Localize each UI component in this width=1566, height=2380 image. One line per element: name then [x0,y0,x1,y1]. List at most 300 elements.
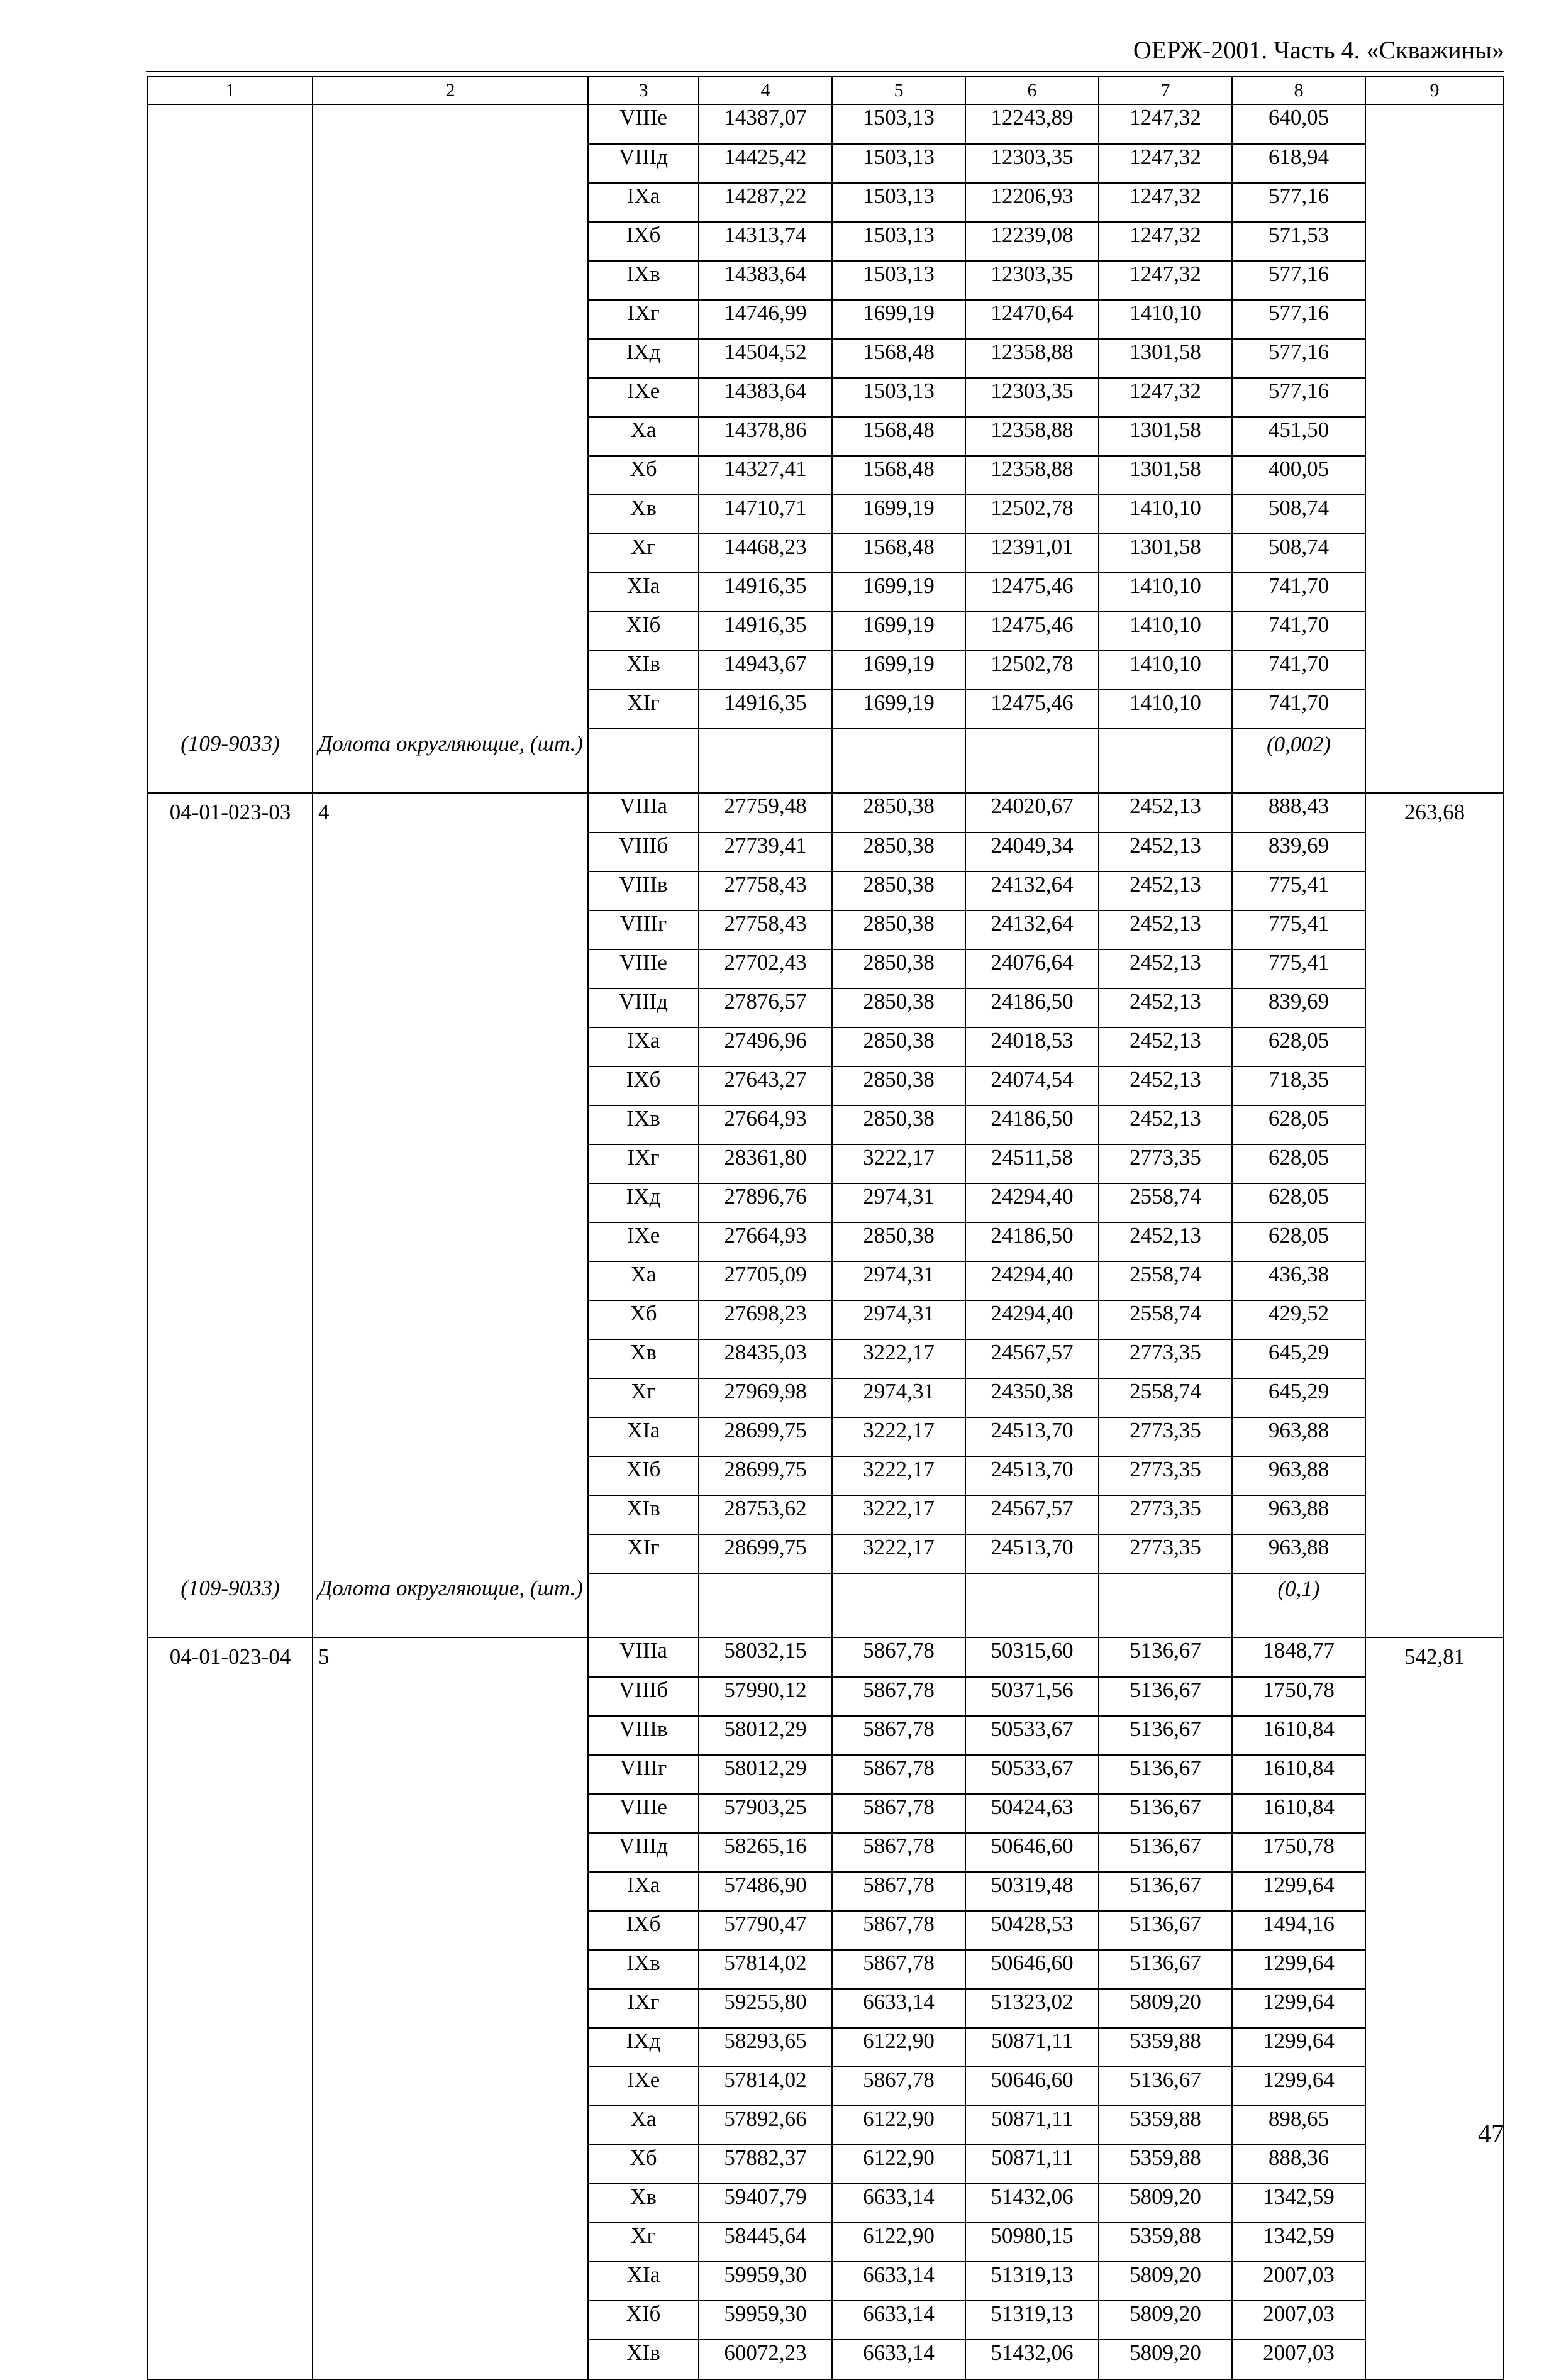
column-4-total-cost: 59255,80 [699,1989,832,2028]
column-6-machine-operation: 50533,67 [965,1755,1099,1794]
rate-code-cell [148,300,313,339]
column-5-labor-wages: 6122,90 [832,2106,965,2145]
column-6-machine-operation: 50871,11 [965,2106,1099,2145]
column-7-driver-wages: 2452,13 [1099,1066,1232,1105]
rate-code-cell [148,2301,313,2340]
rate-name-cell [313,2106,588,2145]
column-4-total-cost: 14468,23 [699,534,832,573]
table-row [148,612,1504,651]
table-row [148,2184,1504,2223]
column-7-driver-wages: 5136,67 [1099,1794,1232,1833]
column-4-total-cost: 14287,22 [699,183,832,222]
column-4-total-cost: 58012,29 [699,1716,832,1755]
column-7-driver-wages: 2452,13 [1099,1027,1232,1066]
column-8-materials: 718,35 [1232,1066,1365,1105]
column-9-cell [1365,2262,1504,2301]
column-3-zone: Xб [588,2145,699,2184]
column-5-labor-wages: 2850,38 [832,949,965,988]
column-3-zone: VIIIд [588,1833,699,1872]
column-4-total-cost: 27664,93 [699,1105,832,1144]
column-7-driver-wages: 5359,88 [1099,2223,1232,2262]
column-3-zone: Xа [588,2106,699,2145]
column-6-machine-operation: 50871,11 [965,2028,1099,2067]
column-9-cell [1365,949,1504,988]
column-7-driver-wages: 2452,13 [1099,988,1232,1027]
column-3-zone: IXг [588,300,699,339]
rate-code-cell [148,261,313,300]
empty-cell [965,729,1099,793]
rate-name-cell [313,1872,588,1911]
table-row [148,573,1504,612]
column-4-total-cost: 57892,66 [699,2106,832,2145]
column-9-cell [1365,1833,1504,1872]
column-5-labor-wages: 6633,14 [832,2184,965,2223]
rate-name-cell [313,104,588,144]
table-row [148,1755,1504,1794]
column-4-total-cost: 14916,35 [699,573,832,612]
column-5-labor-wages: 2850,38 [832,1066,965,1105]
column-5-labor-wages: 1699,19 [832,612,965,651]
column-9-cell [1365,1573,1504,1637]
column-6-machine-operation: 24186,50 [965,1222,1099,1261]
column-8-materials: 963,88 [1232,1456,1365,1495]
column-8-materials: 1299,64 [1232,1989,1365,2028]
column-7-driver-wages: 2452,13 [1099,910,1232,949]
column-4-total-cost: 28361,80 [699,1144,832,1183]
column-4-total-cost: 57882,37 [699,2145,832,2184]
column-5-labor-wages: 1699,19 [832,300,965,339]
column-8-materials: 628,05 [1232,1183,1365,1222]
column-4-total-cost: 14387,07 [699,104,832,144]
column-8-materials: 741,70 [1232,690,1365,729]
rate-code-cell [148,1222,313,1261]
column-8-materials: 577,16 [1232,300,1365,339]
table-row [148,261,1504,300]
column-7-driver-wages: 2773,35 [1099,1534,1232,1573]
column-3-zone: VIIIе [588,949,699,988]
column-8-materials: 618,94 [1232,144,1365,183]
column-6-machine-operation: 51432,06 [965,2340,1099,2379]
rate-name-cell [313,1339,588,1378]
rate-code-cell [148,651,313,690]
page-number: 47 [1478,2120,1504,2149]
column-5-labor-wages: 5867,78 [832,1755,965,1794]
column-3-zone: Xг [588,534,699,573]
column-9-cell [1365,988,1504,1027]
column-7-driver-wages: 1247,32 [1099,261,1232,300]
resource-name: Долота округляющие, (шт.) [313,729,588,793]
column-9-cell [1365,222,1504,261]
column-9-cell [1365,1183,1504,1222]
column-9-cell [1365,1339,1504,1378]
table-row [148,1027,1504,1066]
column-5-labor-wages: 1699,19 [832,573,965,612]
column-6-machine-operation: 24186,50 [965,988,1099,1027]
empty-cell [1099,729,1232,793]
column-8-materials: 577,16 [1232,339,1365,378]
column-3-zone: IXе [588,1222,699,1261]
column-4-total-cost: 57486,90 [699,1872,832,1911]
column-4-total-cost: 27698,23 [699,1300,832,1339]
column-8-materials: 1750,78 [1232,1833,1365,1872]
column-4-total-cost: 27496,96 [699,1027,832,1066]
table-row [148,456,1504,495]
rate-code-cell [148,1105,313,1144]
rate-code-cell [148,573,313,612]
column-4-total-cost: 14383,64 [699,378,832,417]
column-3-zone: IXа [588,1027,699,1066]
column-8-materials: 2007,03 [1232,2340,1365,2379]
column-5-labor-wages: 1568,48 [832,339,965,378]
rate-name-cell [313,1222,588,1261]
column-6-machine-operation: 50424,63 [965,1794,1099,1833]
column-3-zone: VIIIе [588,104,699,144]
column-9-cell [1365,144,1504,183]
table-row [148,1794,1504,1833]
column-7-driver-wages: 2773,35 [1099,1339,1232,1378]
column-5-labor-wages: 5867,78 [832,1794,965,1833]
column-7-driver-wages: 5136,67 [1099,1755,1232,1794]
column-7-driver-wages: 5136,67 [1099,2067,1232,2106]
column-7-driver-wages: 5136,67 [1099,1872,1232,1911]
column-4-total-cost: 14916,35 [699,612,832,651]
column-4-total-cost: 57814,02 [699,1950,832,1989]
column-6-machine-operation: 24132,64 [965,872,1099,910]
column-5-labor-wages: 1503,13 [832,222,965,261]
column-4-total-cost: 27876,57 [699,988,832,1027]
column-6-machine-operation: 24294,40 [965,1183,1099,1222]
table-row [148,1222,1504,1261]
column-3-zone: Xа [588,417,699,456]
column-6-machine-operation: 24186,50 [965,1105,1099,1144]
column-8-materials: 436,38 [1232,1261,1365,1300]
table-row [148,2223,1504,2262]
column-5-labor-wages: 2850,38 [832,910,965,949]
column-6-machine-operation: 12475,46 [965,573,1099,612]
table-row [148,1105,1504,1144]
column-8-materials: 1299,64 [1232,2067,1365,2106]
rate-name-cell [313,1144,588,1183]
column-5-labor-wages: 1503,13 [832,144,965,183]
column-9-cell [1365,1261,1504,1300]
rate-code-cell [148,1300,313,1339]
column-9-cell [1365,910,1504,949]
column-3-zone: Xг [588,1378,699,1417]
column-9-cell [1365,104,1504,144]
column-number: 6 [965,77,1099,104]
table-row [148,2028,1504,2067]
column-6-machine-operation: 24294,40 [965,1300,1099,1339]
rate-name-cell [313,1105,588,1144]
column-7-driver-wages: 1247,32 [1099,222,1232,261]
column-6-machine-operation: 51319,13 [965,2262,1099,2301]
column-9-cell [1365,1300,1504,1339]
column-6-machine-operation: 50319,48 [965,1872,1099,1911]
column-3-zone: Xв [588,2184,699,2223]
table-row [148,2340,1504,2379]
column-8-materials: 1610,84 [1232,1794,1365,1833]
column-7-driver-wages: 1247,32 [1099,183,1232,222]
column-5-labor-wages: 2850,38 [832,1105,965,1144]
column-4-total-cost: 60072,23 [699,2340,832,2379]
column-5-labor-wages: 2974,31 [832,1300,965,1339]
column-3-zone: Xв [588,1339,699,1378]
column-6-machine-operation: 24350,38 [965,1378,1099,1417]
column-3-zone: IXа [588,183,699,222]
column-4-total-cost: 14710,71 [699,495,832,534]
rate-name-cell [313,1261,588,1300]
rate-name-cell: 5 [313,1637,588,1677]
rate-code-cell [148,1989,313,2028]
column-8-materials: 741,70 [1232,612,1365,651]
column-3-zone: IXе [588,378,699,417]
column-7-driver-wages: 5359,88 [1099,2028,1232,2067]
column-4-total-cost: 28699,75 [699,1456,832,1495]
rate-code-cell [148,612,313,651]
table-row [148,1144,1504,1183]
rate-code-cell [148,949,313,988]
column-7-driver-wages: 2773,35 [1099,1495,1232,1534]
column-8-materials: 640,05 [1232,104,1365,144]
column-8-materials: 2007,03 [1232,2301,1365,2340]
column-7-driver-wages: 1410,10 [1099,300,1232,339]
rate-code-cell [148,1456,313,1495]
column-9-cell [1365,2340,1504,2379]
rate-code-cell [148,417,313,456]
column-4-total-cost: 14383,64 [699,261,832,300]
column-4-total-cost: 14378,86 [699,417,832,456]
column-5-labor-wages: 3222,17 [832,1534,965,1573]
column-9-cell [1365,300,1504,339]
column-3-zone: Xб [588,1300,699,1339]
table-row [148,2301,1504,2340]
column-5-labor-wages: 5867,78 [832,1911,965,1950]
column-7-driver-wages: 1410,10 [1099,495,1232,534]
rate-code-cell [148,1716,313,1755]
column-4-total-cost: 14313,74 [699,222,832,261]
column-6-machine-operation: 12475,46 [965,690,1099,729]
rate-name-cell [313,222,588,261]
rate-name-cell [313,1794,588,1833]
column-7-driver-wages: 1301,58 [1099,534,1232,573]
column-7-driver-wages: 5136,67 [1099,1911,1232,1950]
table-row [148,1066,1504,1105]
rate-code-cell [148,2223,313,2262]
rate-name-cell [313,573,588,612]
column-8-materials: 963,88 [1232,1417,1365,1456]
column-8-materials: 741,70 [1232,651,1365,690]
empty-cell [588,1573,699,1637]
rate-code-cell [148,144,313,183]
column-9-cell [1365,183,1504,222]
column-3-zone: IXб [588,1066,699,1105]
rate-name-cell [313,1534,588,1573]
table-row [148,793,1504,833]
column-8-materials: 400,05 [1232,456,1365,495]
column-5-labor-wages: 6633,14 [832,2340,965,2379]
column-5-labor-wages: 2850,38 [832,988,965,1027]
rate-name-cell [313,2028,588,2067]
rate-name-cell [313,1066,588,1105]
table-row [148,2067,1504,2106]
column-6-machine-operation: 12206,93 [965,183,1099,222]
column-3-zone: IXд [588,339,699,378]
column-8-materials: 571,53 [1232,222,1365,261]
column-9-cell [1365,2067,1504,2106]
rate-code-cell [148,2106,313,2145]
rate-code-cell: 04-01-023-03 [148,793,313,833]
table-row [148,1378,1504,1417]
rate-code-cell [148,1755,313,1794]
rate-name-cell [313,872,588,910]
column-5-labor-wages: 2850,38 [832,1027,965,1066]
resource-quantity: (0,1) [1232,1573,1365,1637]
column-7-driver-wages: 5136,67 [1099,1716,1232,1755]
column-6-machine-operation: 50871,11 [965,2145,1099,2184]
column-7-driver-wages: 2558,74 [1099,1261,1232,1300]
table-row [148,1534,1504,1573]
column-8-materials: 645,29 [1232,1339,1365,1378]
column-9-cell [1365,1456,1504,1495]
column-3-zone: VIIIг [588,1755,699,1794]
column-9-cell [1365,2184,1504,2223]
rate-code-cell [148,833,313,872]
column-7-driver-wages: 2452,13 [1099,872,1232,910]
rate-name-cell [313,1677,588,1716]
column-6-machine-operation: 12502,78 [965,495,1099,534]
rate-code-cell [148,495,313,534]
column-8-materials: 963,88 [1232,1534,1365,1573]
column-6-machine-operation: 24513,70 [965,1456,1099,1495]
rate-name-cell [313,1755,588,1794]
column-3-zone: XIб [588,612,699,651]
rate-name-cell [313,261,588,300]
column-9-cell: 263,68 [1365,793,1504,833]
column-8-materials: 741,70 [1232,573,1365,612]
column-6-machine-operation: 12358,88 [965,417,1099,456]
column-7-driver-wages: 1247,32 [1099,104,1232,144]
rate-name-cell [313,2340,588,2379]
resource-code: (109-9033) [148,1573,313,1637]
column-5-labor-wages: 5867,78 [832,1637,965,1677]
table-row [148,2262,1504,2301]
column-9-cell [1365,2028,1504,2067]
column-6-machine-operation: 50533,67 [965,1716,1099,1755]
rate-code-cell [148,988,313,1027]
column-9-cell [1365,833,1504,872]
column-7-driver-wages: 1247,32 [1099,144,1232,183]
column-3-zone: IXе [588,2067,699,2106]
column-9-cell [1365,1105,1504,1144]
column-4-total-cost: 27664,93 [699,1222,832,1261]
column-7-driver-wages: 5359,88 [1099,2145,1232,2184]
column-4-total-cost: 14943,67 [699,651,832,690]
empty-cell [965,1573,1099,1637]
rate-code-cell [148,1261,313,1300]
column-9-cell [1365,1495,1504,1534]
empty-cell [832,1573,965,1637]
rate-name-cell [313,833,588,872]
column-3-zone: IXб [588,222,699,261]
column-7-driver-wages: 2452,13 [1099,1222,1232,1261]
column-4-total-cost: 58293,65 [699,2028,832,2067]
rate-name-cell [313,495,588,534]
column-3-zone: Xг [588,2223,699,2262]
rate-name-cell [313,2067,588,2106]
rate-name-cell [313,378,588,417]
column-5-labor-wages: 1568,48 [832,534,965,573]
table-row [148,495,1504,534]
column-6-machine-operation: 50315,60 [965,1637,1099,1677]
column-5-labor-wages: 1699,19 [832,690,965,729]
column-number: 8 [1232,77,1365,104]
column-6-machine-operation: 12243,89 [965,104,1099,144]
rate-name-cell [313,1911,588,1950]
rate-name-cell [313,2301,588,2340]
rate-name-cell [313,1300,588,1339]
column-9-cell [1365,1417,1504,1456]
column-9-cell [1365,690,1504,729]
rate-name-cell [313,988,588,1027]
column-9-cell [1365,651,1504,690]
column-7-driver-wages: 2773,35 [1099,1456,1232,1495]
column-6-machine-operation: 24074,54 [965,1066,1099,1105]
column-5-labor-wages: 2850,38 [832,1222,965,1261]
rate-code-cell [148,910,313,949]
column-7-driver-wages: 1301,58 [1099,456,1232,495]
column-8-materials: 577,16 [1232,261,1365,300]
column-5-labor-wages: 3222,17 [832,1495,965,1534]
rate-code-cell [148,690,313,729]
rate-name-cell [313,417,588,456]
column-3-zone: Xв [588,495,699,534]
column-8-materials: 1342,59 [1232,2223,1365,2262]
column-9-cell [1365,1716,1504,1755]
rate-name-cell [313,2262,588,2301]
column-6-machine-operation: 24020,67 [965,793,1099,833]
column-7-driver-wages: 1410,10 [1099,651,1232,690]
column-6-machine-operation: 12391,01 [965,534,1099,573]
column-9-cell [1365,1066,1504,1105]
table-row [148,1833,1504,1872]
column-4-total-cost: 27739,41 [699,833,832,872]
column-8-materials: 451,50 [1232,417,1365,456]
column-5-labor-wages: 1699,19 [832,651,965,690]
column-3-zone: IXд [588,1183,699,1222]
column-3-zone: XIв [588,1495,699,1534]
column-4-total-cost: 14746,99 [699,300,832,339]
table-row [148,1339,1504,1378]
table-row [148,1950,1504,1989]
table-row [148,300,1504,339]
column-number: 5 [832,77,965,104]
column-3-zone: VIIIв [588,872,699,910]
rate-code-cell [148,104,313,144]
column-3-zone: XIб [588,1456,699,1495]
column-7-driver-wages: 2452,13 [1099,949,1232,988]
column-6-machine-operation: 24049,34 [965,833,1099,872]
column-9-cell [1365,573,1504,612]
column-number: 4 [699,77,832,104]
resource-code: (109-9033) [148,729,313,793]
column-9-cell [1365,612,1504,651]
column-3-zone: Xб [588,456,699,495]
column-5-labor-wages: 6633,14 [832,2301,965,2340]
rate-name-cell [313,612,588,651]
column-7-driver-wages: 1410,10 [1099,573,1232,612]
column-9-cell [1365,2145,1504,2184]
rate-code-cell [148,1339,313,1378]
